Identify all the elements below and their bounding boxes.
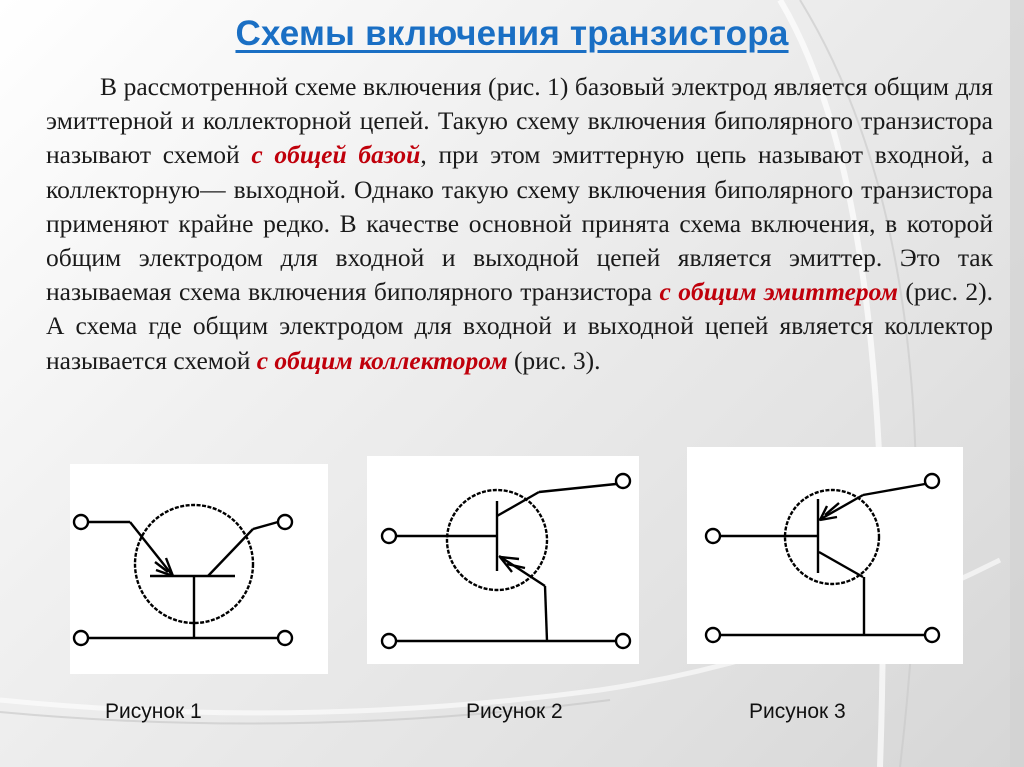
body-paragraph: В рассмотренной схеме включения (рис. 1) базовый электрод является общим для эмиттерной и коллекторной цепей. Такую схему включения биполярного транзистора называют схемой с общей базой, при этом эмиттерную цепь называют входной, а коллекторную— выходной. Однако такую схему включения биполярного транзистора применяют крайне редко. В качестве основной принята схема включения, в которой общим электродом для входной и выходной цепей является эмиттер. Это так называемая схема включения биполярного транзистора с общим эмиттером (рис. 2). А схема где общим электродом для входной и выходной цепей является коллектор называется схемой с общим коллектором (рис. 3). [46, 72, 994, 375]
term-common-collector: с общим коллектором [256, 345, 508, 375]
caption-figure-3: Рисунок 3 [749, 700, 846, 723]
circuit-diagram-icon [687, 447, 963, 664]
caption-figure-1: Рисунок 1 [105, 700, 202, 723]
figure-1-common-base [70, 464, 328, 674]
slide-title: Схемы включения транзистора [235, 14, 789, 53]
figure-3-common-collector [687, 447, 963, 664]
circuit-diagram-icon [367, 456, 639, 664]
caption-figure-2: Рисунок 2 [466, 700, 563, 723]
figure-2-common-emitter [367, 456, 639, 664]
circuit-diagram-icon [70, 464, 328, 674]
term-common-emitter: с общим эмиттером [659, 277, 898, 307]
term-common-base: с общей базой [251, 140, 421, 170]
